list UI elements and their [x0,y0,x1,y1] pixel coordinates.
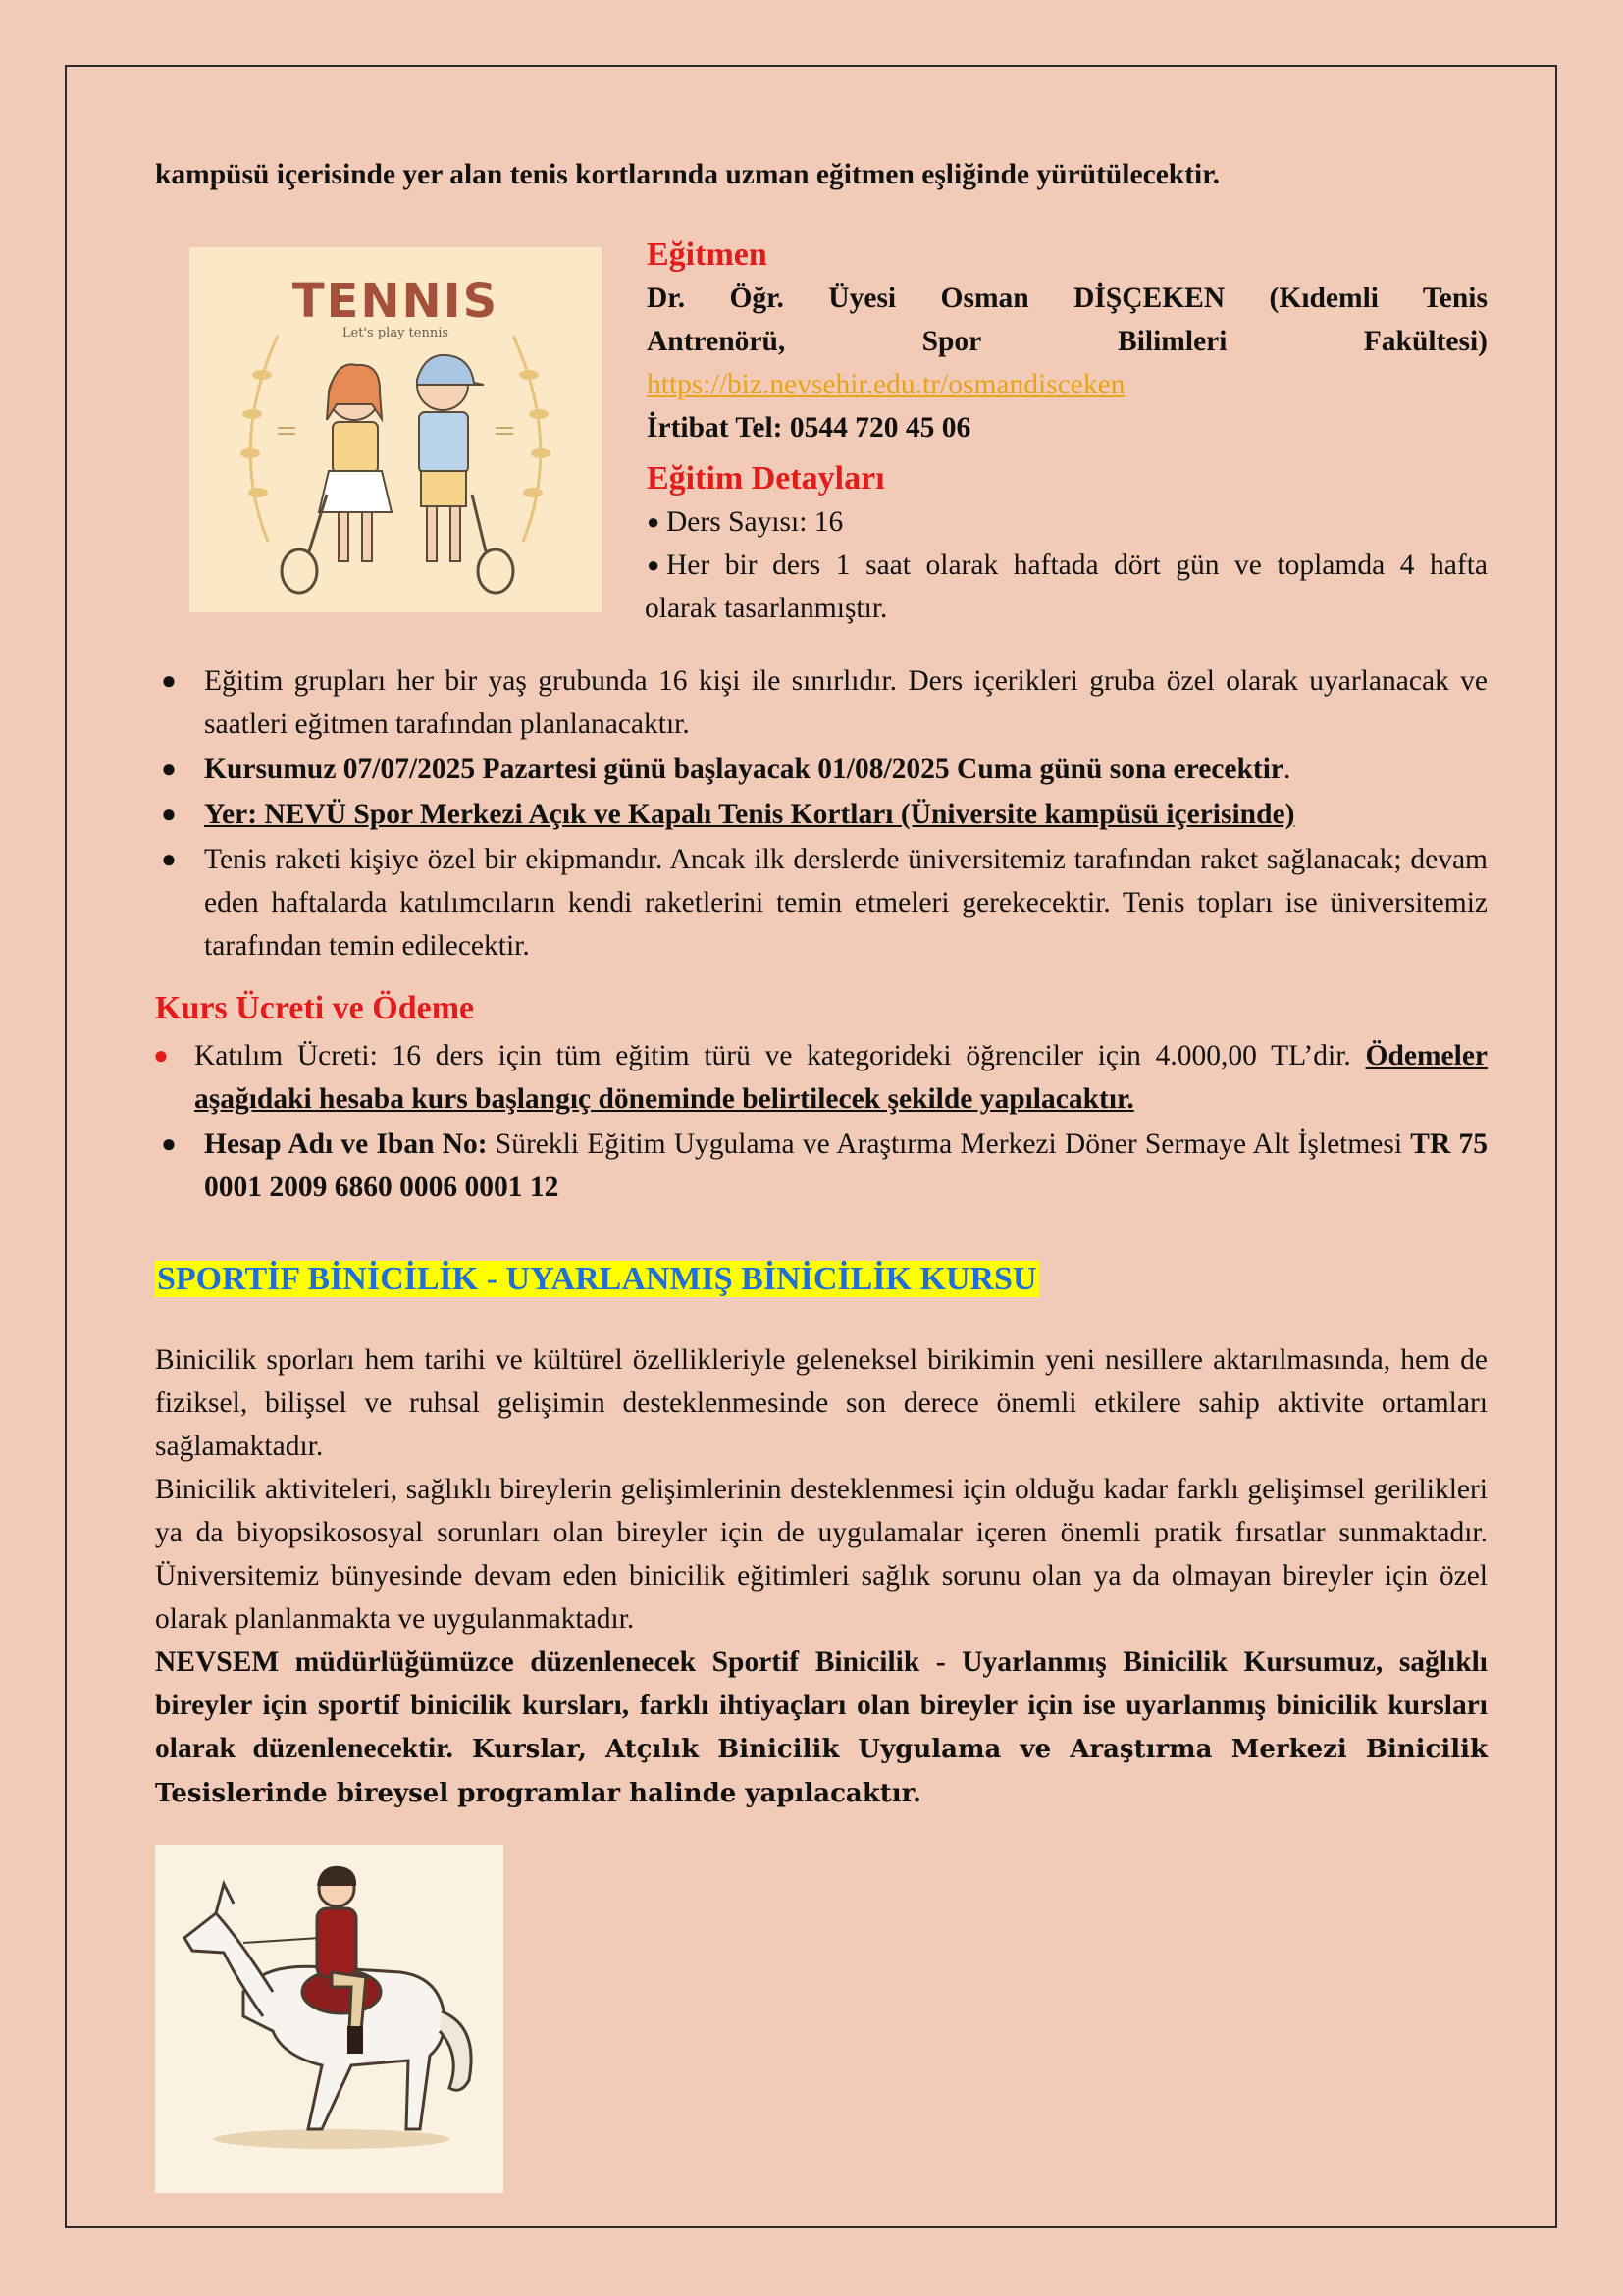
details-item-1 [647,500,1488,544]
fee-item-1-text: Katılım Ücreti: 16 ders için tüm eğitim türü ve kategorideki öğrenciler için 4.000,00 TL’dir. [194,1040,1351,1071]
bullet-icon: ● [647,552,660,577]
riding-heading: SPORTİF BİNİCİLİK - UYARLANMIŞ BİNİCİLİK KURSU [157,1261,1037,1297]
horse-illustration [155,1845,503,2193]
riding-para-2: Binicilik aktiviteleri, sağlıklı bireylerin gelişimlerinin desteklenmesi için olduğu kadar farklı gelişimsel gerilikleri ya da biyopsikososyal sorunları olan bireyler için de uygulamalar içeren önemli pratik fırsatlar sunmaktadır. Üniversitemiz bünyesinde devam eden binicilik eğitimleri sağlık sorunu olan ya da olmayan bireyler için özel olarak planlanmakta ve uygulanmaktadır. [155,1474,1488,1635]
details-item-6 [155,838,1488,967]
instructor-contact: İrtibat Tel: 0544 720 45 06 [647,412,971,444]
tennis-illustration [189,247,602,612]
riding-para-3 [155,1641,1488,1815]
bullet-icon: ● [161,755,177,783]
riding-heading-row [155,1258,1488,1302]
fee-item-2 [155,1122,1488,1209]
fee-item-2-label: Hesap Adı ve Iban No: [204,1128,488,1160]
riding-text [155,1338,1488,1815]
bullet-icon: ● [161,666,177,695]
tennis-image-title: TENNIS [291,274,499,329]
details-item-5-text: Yer: NEVÜ Spor Merkezi Açık ve Kapalı Tenis Kortları (Üniversite kampüsü içerisinde) [204,799,1295,830]
details-item-4-text: Kursumuz 07/07/2025 Pazartesi günü başlayacak 01/08/2025 Cuma günü sona erecektir [204,754,1284,785]
instructor-link[interactable]: https://biz.nevsehir.edu.tr/osmandisceken [647,369,1126,400]
details-item-2 [647,544,1488,587]
details-item-1-text: Ders Sayısı: 16 [666,506,844,538]
fee-heading: Kurs Ücreti ve Ödeme [155,990,475,1026]
details-item-2-line2: olarak tasarlanmıştır. [645,593,888,624]
horse-rider-illustration-icon [155,1845,503,2193]
details-heading: Eğitim Detayları [647,460,885,496]
fee-item-1-bold: Ödemeler aşağıdaki hesaba kurs başlangıç döneminde belirtilecek şekilde yapılacaktır. [194,1040,1489,1115]
details-item-3 [155,659,1488,746]
tennis-image-subtitle: Let's play tennis [341,326,449,340]
details-item-3-text: Eğitim grupları her bir yaş grubunda 16 kişi ile sınırlıdır. Ders içerikleri gruba özel olarak uyarlanacak ve saatleri eğitmen tarafından planlanacaktır. [204,665,1488,740]
details-list [155,659,1488,967]
bullet-icon: ● [161,1129,177,1158]
details-item-2-line1: Her bir ders 1 saat olarak haftada dört gün ve toplamda 4 hafta [666,549,1488,581]
instructor-heading: Eğitmen [647,236,767,273]
bullet-icon: ● [161,800,177,828]
intro-line: kampüsü içerisinde yer alan tenis kortlarında uzman eğitmen eşliğinde yürütülecektir. [155,159,1220,190]
fee-item-1 [155,1034,1488,1121]
instructor-line1: Dr. Öğr. Üyesi Osman DİŞÇEKEN (Kıdemli Tenis [647,283,1488,314]
bullet-icon: ● [153,1041,169,1070]
details-item-6-text: Tenis raketi kişiye özel bir ekipmandır. Ancak ilk derslerde üniversitemiz tarafından raket sağlanacak; devam eden haftalarda katılımcıların kendi raketlerini temin etmeleri gerekecektir. Tenis topları ise üniversitemiz tarafından temin edilecektir. [204,844,1488,962]
riding-para-1: Binicilik sporları hem tarihi ve kültürel özellikleriyle geleneksel birikimin yeni nesillere aktarılmasında, hem de fiziksel, bilişsel ve ruhsal gelişimin desteklenmesinde son derece önemli etkilere sahip aktivite ortamları sağlamaktadır. [155,1344,1488,1462]
details-item-4 [155,748,1488,791]
fee-item-2-text: Sürekli Eğitim Uygulama ve Araştırma Merkezi Döner Sermaye Alt İşletmesi [487,1128,1411,1160]
riding-para-3-bold: NEVSEM müdürlüğümüzce düzenlenecek Sportif Binicilik - Uyarlanmış Binicilik Kursumuz, sağlıklı bireyler için sportif binicilik kursları, farklı ihtiyaçları olan bireyler için ise uyarlanmış binicilik kursları olarak düzenlenecektir. [155,1646,1488,1764]
riding-para-3-rest: Kurslar, Atçılık Binicilik Uygulama ve Araştırma Merkezi Binicilik Tesislerinde bireysel programlar halinde yapılacaktır. [155,1735,1488,1808]
instructor-line2: Antrenörü, Spor Bilimleri Fakültesi) [647,326,1488,357]
bullet-icon: ● [647,509,660,534]
fee-section [155,987,1488,1209]
details-item-4-end: . [1283,754,1291,785]
fee-iban: TR 75 0001 2009 6860 0006 0001 12 [204,1128,1488,1203]
details-item-5 [155,793,1488,836]
instructor-section [647,234,1488,630]
bullet-icon: ● [161,845,177,873]
